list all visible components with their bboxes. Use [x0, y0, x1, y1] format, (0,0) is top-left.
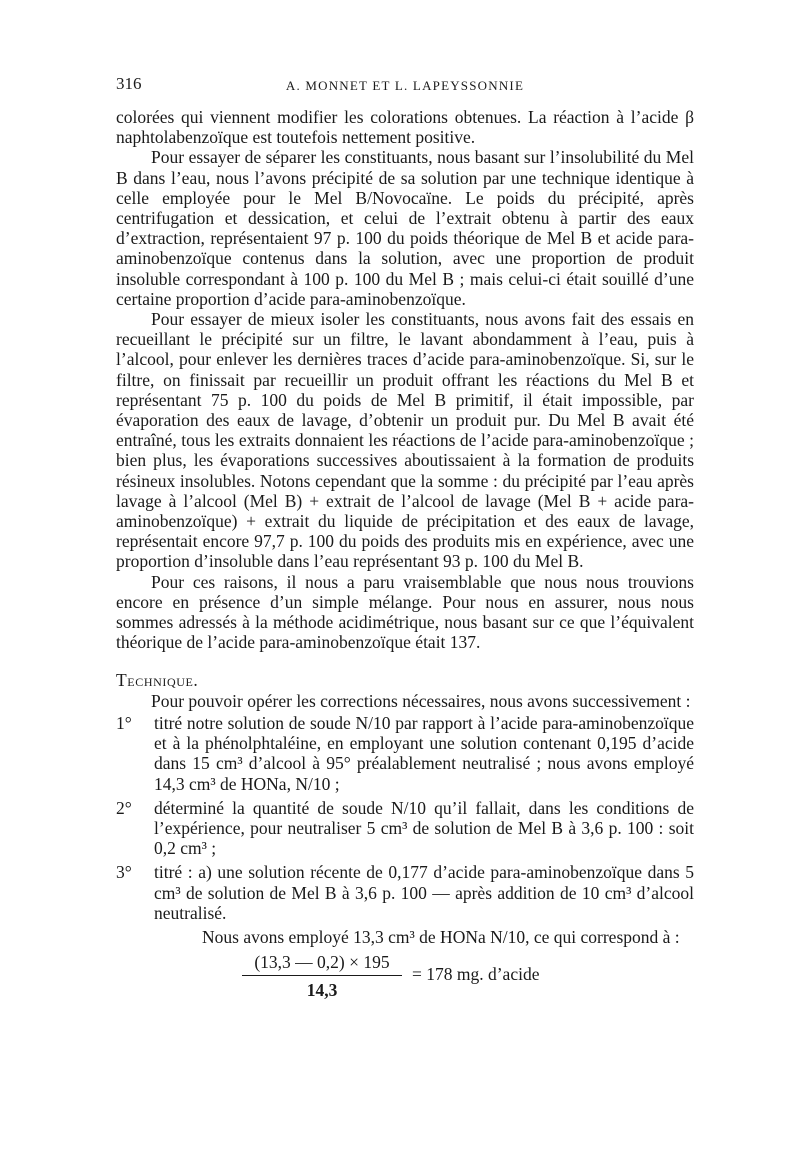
fraction — [242, 951, 402, 1002]
list-item — [116, 862, 694, 923]
paragraph: colorées qui viennent modifier les colorations obtenues. La réaction à l’acide β naphtolabenzoïque est toutefois nettement positive. — [116, 107, 694, 148]
list-item-number: 1° — [116, 712, 132, 733]
section-intro: Pour pouvoir opérer les corrections nécessaires, nous avons successivement : — [151, 690, 691, 711]
page-number: 316 — [116, 74, 142, 93]
list-item-text: titré : a) une solution récente de 0,177 d’acide para-aminobenzoïque dans 5 cm³ de solution de Mel B à 3,6 p. 100 — après addition de 10 cm³ d’alcool neutralisé. — [154, 862, 694, 923]
paragraph: Pour essayer de mieux isoler les constituants, nous avons fait des essais en recueillant le précipité sur un filtre, le lavant abondamment à l’eau, puis à l’alcool, pour enlever les dernières traces d’acide para-aminobenzoïque. Si, sur le filtre, on finissait par recueillir un produit offrant les réactions du Mel B et représentant 75 p. 100 du poids de Mel B primitif, il était impossible, par évaporation des eaux de lavage, d’obtenir un produit pur. Du Mel B avait été entraîné, tous les extraits donnaient les réactions de l’acide para-aminobenzoïque ; bien plus, les évaporations successives aboutissaient à la formation de produits résineux insolubles. Notons cependant que la somme : du précipité par l’eau après lavage à l’alcool (Mel B) + extrait de l’alcool de lavage (Mel B + acide para-aminobenzoïque) + extrait du liquide de précipitation et des eaux de lavage, représentait encore 97,7 p. 100 du poids des produits mis en expérience, avec une proportion d’insoluble dans l’eau représentant 93 p. 100 du Mel B. — [116, 309, 694, 572]
formula-numerator: (13,3 — 0,2) × 195 — [254, 952, 390, 973]
paragraph: Pour essayer de séparer les constituants, nous basant sur l’insolubilité du Mel B dans l’eau, nous l’avons précipité de sa solution par une technique identique à celle employée pour le Mel B/Novocaïne. Le poids du précipité, après centrifugation et dessication, et celui de l’extrait obtenu à partir des eaux d’extraction, représentaient 97 p. 100 du poids théorique de Mel B et acide para-aminobenzoïque contenus dans la solution, avec une proportion de produit insoluble correspondant à 100 p. 100 du Mel B ; mais celui-ci était souillé d’une certaine proportion d’acide para-aminobenzoïque. — [116, 147, 694, 309]
body-text — [116, 107, 694, 1015]
formula — [116, 951, 694, 1015]
list-item-text: déterminé la quantité de soude N/10 qu’il fallait, dans les conditions de l’expérience, pour neutraliser 5 cm³ de solution de Mel B à 3,6 p. 100 : soit 0,2 cm³ ; — [154, 797, 694, 859]
formula-result: = 178 mg. d’acide — [412, 964, 540, 985]
list-item — [116, 798, 694, 859]
list-item-number: 2° — [116, 797, 132, 818]
fraction-bar — [242, 975, 402, 976]
list-item — [116, 713, 694, 794]
paragraph: Nous avons employé 13,3 cm³ de HONa N/10, ce qui correspond à : — [202, 926, 680, 947]
section-title: Technique. — [116, 670, 199, 691]
paragraph: Pour ces raisons, il nous a paru vraisemblable que nous nous trouvions encore en présence d’un simple mélange. Pour nous en assurer, nous nous sommes adressés à la méthode acidimétrique, nous basant sur ce que l’équivalent théorique de l’acide para-aminobenzoïque était 137. — [116, 571, 694, 653]
list-item-text: titré notre solution de soude N/10 par rapport à l’acide para-aminobenzoïque et à la phénolphtaléine, en employant une solution contenant 0,195 d’acide dans 15 cm³ d’alcool à 95° préalablement neutralisé ; nous avons employé 14,3 cm³ de HONa, N/10 ; — [154, 712, 694, 794]
list-item-number: 3° — [116, 862, 132, 883]
running-title: A. MONNET ET L. LAPEYSSONNIE — [285, 78, 525, 93]
formula-denominator: 14,3 — [306, 980, 338, 1001]
